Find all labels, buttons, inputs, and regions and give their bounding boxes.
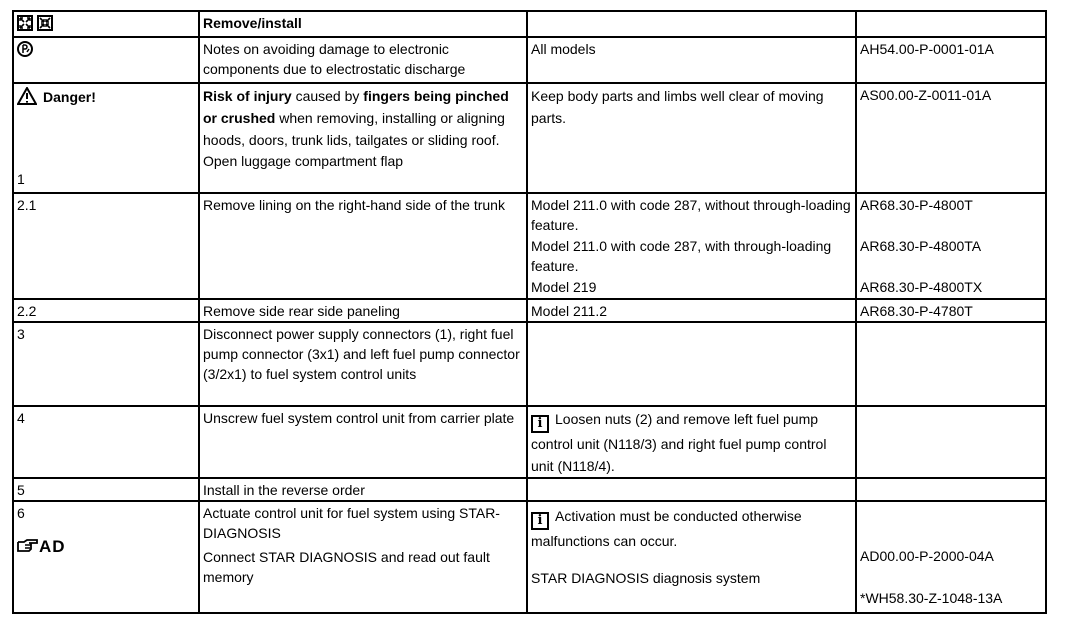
step-note: Activation must be conducted otherwise malfunctions can occur.	[531, 508, 802, 549]
warning-triangle-icon	[17, 87, 37, 105]
variant-applicability: Model 211.0 with code 287, with through-loading feature.	[531, 238, 832, 274]
step-text: Open luggage compartment flap	[203, 153, 404, 169]
danger-row	[13, 83, 1046, 193]
header-title: Remove/install	[199, 11, 527, 37]
step-number: 4	[13, 406, 199, 478]
hand-pointer-icon	[17, 539, 39, 553]
step-number: 1	[17, 171, 25, 187]
header-row	[13, 11, 1046, 37]
step-row	[13, 501, 1046, 613]
step-doc-link[interactable]: AR68.30-P-4780T	[856, 299, 1046, 322]
step-text: Install in the reverse order	[199, 478, 527, 501]
step-number: 2.2	[13, 299, 199, 322]
step-text: Disconnect power supply connectors (1), right fuel pump connector (3x1) and left fuel pump connector (3/2x1) to fuel system control units	[199, 322, 527, 406]
header-empty-4	[856, 11, 1046, 37]
step-row	[13, 478, 1046, 501]
procedure-table	[12, 10, 1047, 614]
variant-doc-link[interactable]: AR68.30-P-4800T	[860, 197, 973, 213]
ad-doc-link[interactable]: AD00.00-P-2000-04A	[860, 548, 994, 564]
step-row	[13, 193, 1046, 299]
step-number: 2.1	[13, 193, 199, 299]
step-text: Remove side rear side paneling	[199, 299, 527, 322]
danger-doc-link[interactable]: AS00.00-Z-0011-01A	[856, 83, 1046, 193]
step-text: Actuate control unit for fuel system using STAR-DIAGNOSIS	[203, 505, 500, 541]
step-text: Remove lining on the right-hand side of the trunk	[199, 193, 527, 299]
ad-text: Connect STAR DIAGNOSIS and read out fault memory	[203, 549, 490, 585]
esd-applicability: All models	[527, 37, 856, 83]
header-icons-cell	[13, 11, 199, 37]
step-number: 3	[13, 322, 199, 406]
step-applicability: Model 211.2	[527, 299, 856, 322]
remove-icon	[17, 15, 33, 31]
ad-label: AD	[39, 537, 66, 556]
danger-label: Danger!	[43, 89, 96, 105]
step-text: Unscrew fuel system control unit from carrier plate	[199, 406, 527, 478]
esd-row	[13, 37, 1046, 83]
system-text: STAR DIAGNOSIS diagnosis system	[531, 570, 761, 586]
install-icon	[37, 15, 53, 31]
system-doc-link[interactable]: *WH58.30-Z-1048-13A	[860, 590, 1003, 606]
esd-icon	[17, 41, 33, 57]
danger-text: Risk of injury caused by fingers being pinched or crushed when removing, installing or aligning hoods, doors, trunk lids, tailgates or sliding roof.	[203, 88, 509, 148]
step-row	[13, 322, 1046, 406]
variant-applicability: Model 211.0 with code 287, without through-loading feature.	[531, 197, 851, 233]
variant-doc-link[interactable]: AR68.30-P-4800TX	[860, 279, 983, 295]
danger-applicability: Keep body parts and limbs well clear of moving parts.	[527, 83, 856, 193]
esd-doc-link[interactable]: AH54.00-P-0001-01A	[856, 37, 1046, 83]
variant-doc-link[interactable]: AR68.30-P-4800TA	[860, 238, 982, 254]
step-number: 6	[17, 505, 25, 521]
step-note: Loosen nuts (2) and remove left fuel pump control unit (N118/3) and right fuel pump control unit (N118/4).	[531, 411, 827, 474]
info-icon: i	[531, 512, 549, 530]
esd-notes-text: Notes on avoiding damage to electronic components due to electrostatic discharge	[199, 37, 527, 83]
step-row	[13, 299, 1046, 322]
info-icon: i	[531, 415, 549, 433]
step-row	[13, 406, 1046, 478]
header-empty-3	[527, 11, 856, 37]
step-number: 5	[13, 478, 199, 501]
variant-applicability: Model 219	[531, 279, 597, 295]
